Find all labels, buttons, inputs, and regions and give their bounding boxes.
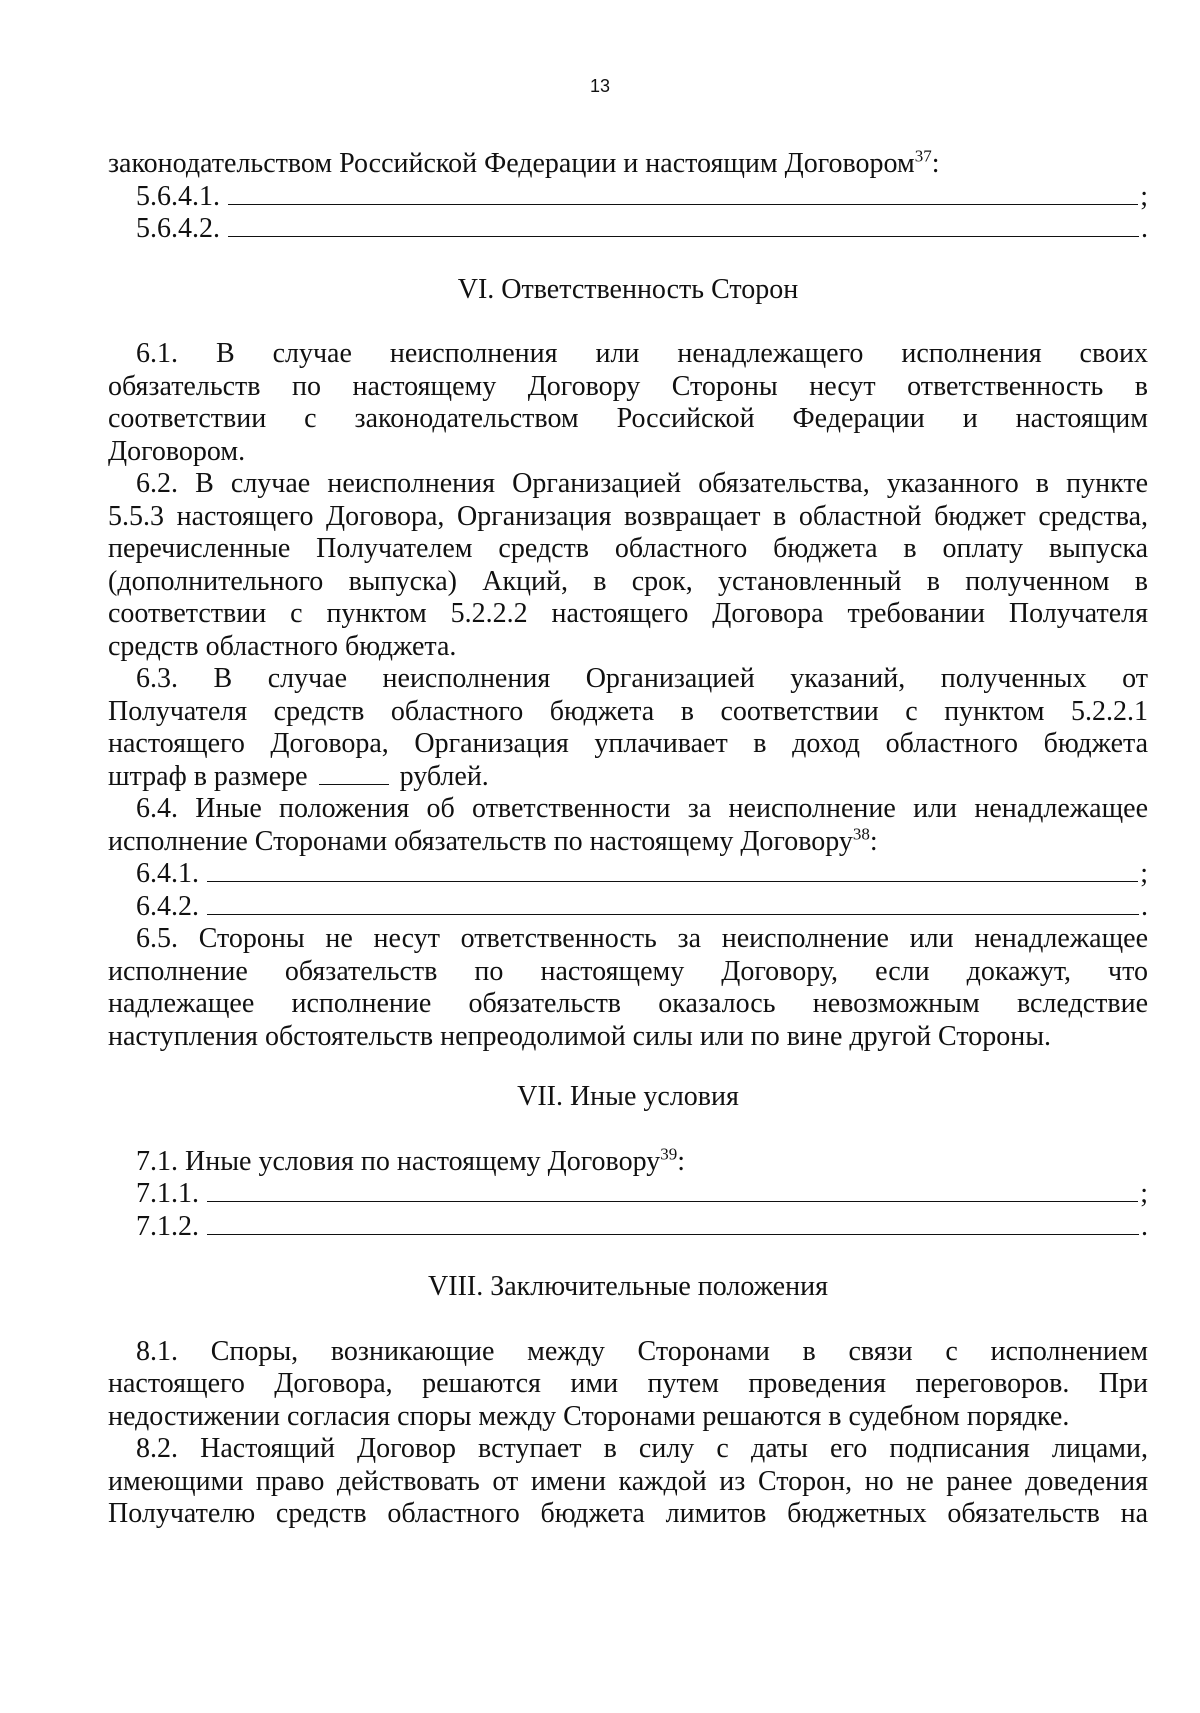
p65-line: 6.5. Стороны не несут ответственность за неисполнение или ненадлежащее [136, 923, 1148, 954]
item-number: 7.1.2. [136, 1210, 199, 1242]
fill-line [207, 859, 1138, 882]
p81-line: настоящего Договора, решаются ими путем проведения переговоров. При [108, 1368, 1148, 1399]
footnote-ref: 39 [660, 1144, 678, 1164]
footnote-ref: 37 [914, 146, 932, 166]
p82-line: Получателю средств областного бюджета лимитов бюджетных обязательств на [108, 1498, 1148, 1529]
p81-line: 8.1. Споры, возникающие между Сторонами в связи с исполнением [136, 1335, 1148, 1367]
spacer [108, 1053, 1148, 1081]
p71-line [108, 1146, 1148, 1179]
item-number: 6.4.1. [136, 858, 199, 889]
p63-line: Получателя средств областного бюджета в соответствии с пунктом 5.2.2.1 [108, 695, 1148, 727]
p65-line: исполнение обязательств по настоящему Договору, если докажут, что [108, 955, 1148, 987]
p64-line: 6.4. Иные положения об ответственности за неисполнение или ненадлежащее [136, 793, 1148, 824]
blank-item-7-1-2 [108, 1211, 1148, 1244]
fine-text: штраф в размере [108, 760, 308, 792]
punct: . [1141, 1210, 1148, 1242]
p63-line-fine [108, 761, 1148, 794]
footnote-ref: 38 [852, 824, 870, 844]
fill-line [207, 892, 1139, 915]
fill-line [228, 214, 1139, 237]
spacer [108, 306, 1148, 338]
spacer [108, 1304, 1148, 1336]
p65-line: надлежащее исполнение обязательств оказалось невозможным вследствие [108, 988, 1148, 1019]
p81-line: недостижении согласия споры между Сторонами решаются в судебном порядке. [108, 1400, 1070, 1432]
punct: . [1141, 213, 1148, 244]
punct: : [677, 1145, 686, 1177]
page-number: 13 [589, 76, 611, 96]
p64-text: исполнение Сторонами обязательств по настоящему Договору [108, 825, 853, 857]
fine-amount-blank [319, 762, 389, 785]
p62-line: соответствии с пунктом 5.2.2.2 настоящего Договора требовании Получателя [108, 598, 1148, 629]
fill-line [228, 182, 1138, 205]
p62-line: средств областного бюджета. [108, 630, 457, 662]
p61-line: соответствии с законодательством Российской Федерации и настоящим [108, 403, 1148, 434]
p62-line: 6.2. В случае неисполнения Организацией обязательства, указанного в пункте [136, 468, 1148, 499]
fill-line [207, 1212, 1139, 1235]
fill-line [207, 1179, 1138, 1202]
fine-unit: рублей. [399, 760, 489, 792]
punct: . [1141, 890, 1148, 922]
punct: ; [1140, 1178, 1148, 1209]
p62-line: 5.5.3 настоящего Договора, Организация возвращает в областной бюджет средства, [108, 500, 1148, 532]
blank-item-7-1-1 [108, 1178, 1148, 1211]
continuation-line [108, 148, 1148, 181]
p62-line: (дополнительного выпуска) Акций, в срок, установленный в полученном в [108, 565, 1148, 597]
spacer [108, 1243, 1148, 1271]
item-number: 6.4.2. [136, 890, 199, 922]
p64-line [108, 826, 1148, 859]
document-body [108, 148, 1148, 1531]
p61-line: обязательств по настоящему Договору Стороны несут ответственность в [108, 370, 1148, 402]
spacer [108, 1114, 1148, 1146]
punct: : [869, 825, 878, 857]
continuation-text: законодательством Российской Федерации и настоящим Договором [108, 148, 915, 179]
section-8-heading: VIII. Заключительные положения [428, 1271, 828, 1302]
blank-item-6-4-2 [108, 891, 1148, 924]
p63-line: 6.3. В случае неисполнения Организацией указаний, полученных от [136, 663, 1148, 694]
punct: ; [1140, 180, 1148, 212]
item-number: 5.6.4.1. [136, 180, 220, 212]
item-number: 7.1.1. [136, 1178, 199, 1209]
item-number: 5.6.4.2. [136, 213, 220, 244]
blank-item-5-6-4-2 [108, 213, 1148, 246]
section-7-heading: VII. Иные условия [517, 1081, 739, 1112]
p71-text: 7.1. Иные условия по настоящему Договору [136, 1145, 661, 1177]
p65-line: наступления обстоятельств непреодолимой силы или по вине другой Стороны. [108, 1020, 1052, 1052]
blank-item-5-6-4-1 [108, 181, 1148, 214]
punct: ; [1140, 858, 1148, 889]
section-6-heading: VI. Ответственность Сторон [457, 273, 799, 305]
p82-line: 8.2. Настоящий Договор вступает в силу с даты его подписания лицами, [136, 1433, 1148, 1464]
blank-item-6-4-1 [108, 858, 1148, 891]
p62-line: перечисленные Получателем средств областного бюджета в оплату выпуска [108, 533, 1148, 564]
p82-line: имеющими право действовать от имени каждой из Сторон, но не ранее доведения [108, 1465, 1148, 1497]
punct: : [931, 148, 940, 179]
spacer [108, 246, 1148, 274]
p63-line: настоящего Договора, Организация уплачивает в доход областного бюджета [108, 728, 1148, 759]
p61-line: Договором. [108, 435, 246, 467]
p61-line: 6.1. В случае неисполнения или ненадлежащего исполнения своих [136, 338, 1148, 369]
